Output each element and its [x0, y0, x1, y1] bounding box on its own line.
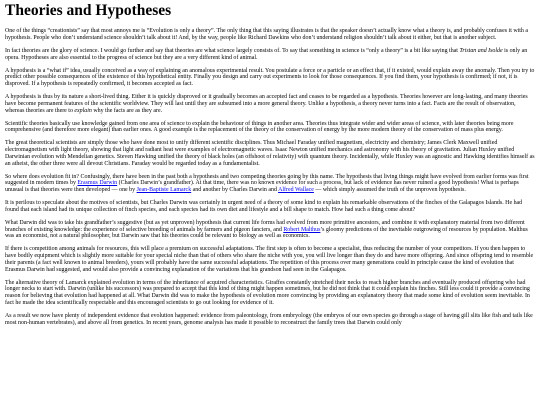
- paragraph-text: The great theoretical scientists are simply those who have done most to unify different scientific disciplines. Thus Michael Faraday unified magnetism, electricity and chemistry; James Clerk Maxwell unified electromagnetism with light theory, showing that light and radiant heat were examples of electromagnetic waves. Isaac Newton unified mechanics and astronomy with his theory of gravitation. Julian Huxley unified Darwinian evolution with Mendelian genetics. Steven Hawking unified the theory of black holes (an offshoot of relativity) with quantum theory. Incidentally, while Huxley was an agnostic and Hawking identifies himself as an atheist, the other three were all devout Christians. Faraday would be regarded today as a fundamentalist.: [5, 140, 535, 167]
- paragraph: [5, 174, 535, 194]
- person-link[interactable]: Alfred Wallace: [278, 187, 314, 193]
- paragraph: [5, 140, 535, 167]
- paragraph-text: — which simply assumed the truth of the unproven hypothesis.: [313, 187, 466, 193]
- paragraph-text: One of the things “creationists” say that most annoys me is “Evolution is only a theory”. The only thing that this saying illustrates is that the speaker doesn’t actually know what a theory is, and probably confuses it with a hypothesis. People who don’t understand science shouldn’t talk about it! And, by the way, people like Richard Dawkins who don’t understand religion shouldn’t talk about it either, but that is another subject.: [5, 28, 529, 41]
- emphasis-text: Tristan and Isolde: [459, 47, 503, 54]
- paragraph-text: As a result we now have plenty of independent evidence that evolution happened: evidence from paleontology, from embryology (the embryos of our own species go through a stage of having gill slits like fish and tails like most non-human vertebrates), and above all from genetics. In recent years, genome analysis has made it possible to reconstruct the family trees that Darwin could only: [5, 312, 533, 326]
- paragraph: [5, 313, 535, 326]
- paragraph-text: A hypothesis is thus by its nature a short-lived thing. Either it is quickly disproved or it gradually becomes an accepted fact and ceases to be regarded as a hypothesis. Theories however are long-lasting, and many theories have become permanent features of the scientific worldview. They will last until they are subsumed into a more general theory. Unlike a hypothesis, a theory never turns into a fact. Facts are the result of observation, whereas theories are there to: [5, 94, 528, 114]
- paragraph: [5, 121, 535, 134]
- person-link[interactable]: Robert Malthus: [283, 226, 321, 233]
- paragraph: [5, 246, 535, 273]
- page-title: Theories and Hypotheses: [5, 2, 172, 19]
- paragraph-text: What Darwin did was to take his grandfather’s suggestive (but as yet unproven) hypothesis that current life forms had evolved from more primitive ancestors, and combine it with explanatory material from two different branches of existing knowledge: the experience of selective breeding of animals by farmers and pigeon fanciers, and: [5, 219, 525, 233]
- paragraph: [5, 68, 535, 88]
- paragraph-text: Scientific theories basically use knowledge gained from one area of science to explain the behaviour of things in another area. Theories thus integrate wider and wider areas of science, with later theories being more comprehensive (and therefore more elegant) than earlier ones. A good example is the replacement of the theory of the conservation of energy by the more modern theory of the conservation of mass plus energy.: [5, 120, 514, 134]
- paragraph: [5, 220, 535, 240]
- paragraph-text: If there is competition among animals for resources, this will place a premium on successful adaptations. The first step is often to become a specialist, thus reducing the number of your competitors. If you then happen to have bodily equipment which is slightly more suitable for your special niche than that of others who share the niche with you, you will live longer than they do and have more offspring. And since offspring tend to resemble their parents (a fact well known to animal breeders), yours will probably have the same successful adaptations. The repetition of this process over many generations could in principle cause the kind of evolution that Erasmus Darwin had suggested, and would also provide a convincing explanation of the variations that his grandson had seen in the Galapagos.: [5, 246, 534, 273]
- paragraph: [5, 200, 535, 213]
- paragraph-text: The alternative theory of Lamarck explained evolution in terms of the inheritance of acquired characteristics. Giraffes constantly stretched their necks to reach higher branches and eventually produced offspring who had longer necks to start with. Darwin (unlike his successors) was prepared to accept that this kind of thing might happen sometimes, but he did not think that it could explain his finches. Still less could it provide a convincing reason for believing that evolution had happened at all. What Darwin did was to make the hypothesis of evolution more convincing by providing an explanatory theory that made some kind of evolution seem inevitable. In fact he made the idea scientifically respectable and this encouraged scientists to go out looking for evidence of it.: [5, 279, 530, 306]
- paragraph-text: A hypothesis is a “what if” idea, usually conceived as a way of explaining an anomalous experimental result. You postulate a force or a particle or an effect that, if it existed, would explain away the anomaly. Then you try to predict other possible consequences of the existence of this hypothetical entity. Finally you design and carry out experiments to look for those consequences. If you find them, your hypothesis is confirmed; if not, it is disproved. If a hypothesis is repeatedly confirmed, it becomes accepted as fact.: [5, 67, 535, 87]
- paragraph: [5, 94, 535, 114]
- paragraph-text: and another by Charles Darwin and: [191, 187, 279, 193]
- paragraph: [5, 48, 535, 61]
- article-body: [5, 28, 535, 326]
- person-link[interactable]: Erasmus Darwin: [77, 180, 118, 187]
- paragraph-text: why the facts are as they are.: [91, 107, 163, 114]
- paragraph-text: In fact theories are the glory of science. I would go further and say that theories are what science largely consists of. To say that something in science is “only a theory” is a bit like saying that: [5, 47, 460, 54]
- paragraph: [5, 280, 535, 307]
- paragraph: [5, 28, 535, 41]
- paragraph-text: So where does evolution fit in? Confusingly, there have been in the past both a hypothesis and two competing theories going by this name. The hypothesis that living things might have evolved from earlier forms was first suggested in modern times by: [5, 173, 529, 187]
- emphasis-text: explain: [74, 107, 92, 114]
- paragraph-text: (Charles Darwin’s grandfather). At that time, there was no known evidence for such a process, but lack of evidence has never ruined a good hypothesis! What is perhaps unusual is that theories were then developed — one by: [5, 180, 519, 193]
- paragraph-text: is only an opera. Hypotheses are also essential to the progress of science but they are a very different kind of animal.: [5, 47, 528, 61]
- person-link[interactable]: Jean-Baptiste Lamarck: [136, 187, 192, 193]
- paragraph-text: ’s gloomy predictions of the inevitable outgrowing of resources by population. Malthus was an economist, not a natural philosopher, but Darwin saw that his theories could be relevant to biology as well as economics.: [5, 226, 528, 240]
- paragraph-text: It is perilous to speculate about the motives of scientists, but Charles Darwin was certainly in urgent need of a theory of some kind to explain his remarkable observations of the finches of the Galapagos Islands. He had found that each island had its unique collection of finch species, and each species had its own diet and lifestyle and a bill shape to match. How had such a thing come about?: [5, 200, 523, 213]
